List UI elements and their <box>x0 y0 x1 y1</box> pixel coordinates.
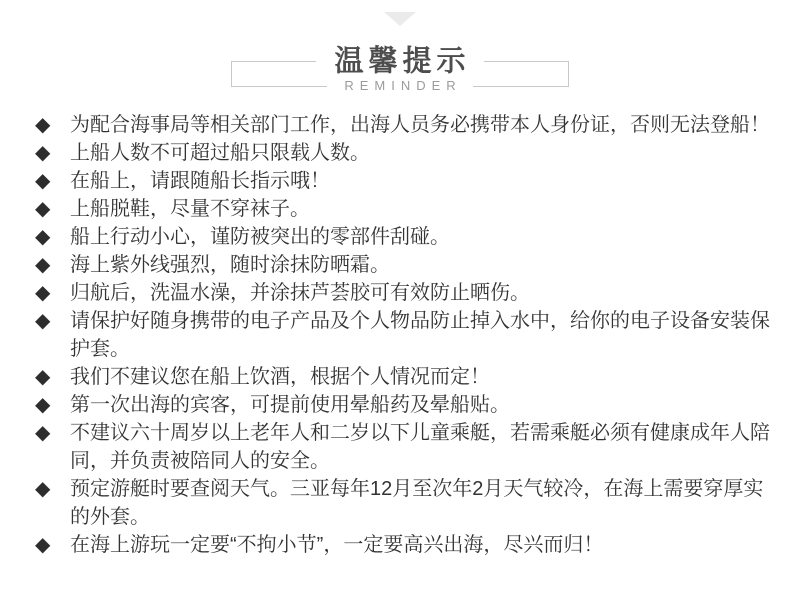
reminder-item <box>35 391 772 419</box>
reminder-item <box>35 531 772 559</box>
diamond-bullet-icon: ◆ <box>35 282 51 304</box>
reminder-text: 请保护好随身携带的电子产品及个人物品防止掉入水中，给你的电子设备安装保护套。 <box>70 310 770 360</box>
reminder-text: 在船上，请跟随船长指示哦！ <box>70 170 330 192</box>
reminder-text: 归航后，洗温水澡，并涂抹芦荟胶可有效防止晒伤。 <box>70 282 530 304</box>
reminder-item <box>35 167 772 195</box>
diamond-bullet-icon: ◆ <box>35 142 51 164</box>
reminder-item <box>35 279 772 307</box>
reminder-item <box>35 195 772 223</box>
reminder-notice-page <box>0 12 800 559</box>
chevron-down-triangle-icon <box>384 12 416 26</box>
reminder-item <box>35 307 772 363</box>
reminder-text: 海上紫外线强烈，随时涂抹防晒霜。 <box>70 254 390 276</box>
reminder-item <box>35 139 772 167</box>
diamond-bullet-icon: ◆ <box>35 114 51 136</box>
header <box>231 45 569 93</box>
diamond-bullet-icon: ◆ <box>35 394 51 416</box>
reminder-text: 上船脱鞋，尽量不穿袜子。 <box>70 198 310 220</box>
reminder-text: 不建议六十周岁以上老年人和二岁以下儿童乘艇，若需乘艇必须有健康成年人陪同，并负责被陪同人的安全。 <box>70 422 770 472</box>
title-row <box>232 45 568 78</box>
reminder-text: 预定游艇时要查阅天气。三亚每年12月至次年2月天气较冷，在海上需要穿厚实的外套。 <box>70 478 764 528</box>
page-subtitle: REMINDER <box>327 79 472 92</box>
reminder-item <box>35 363 772 391</box>
diamond-bullet-icon: ◆ <box>35 226 51 248</box>
reminder-text: 船上行动小心，谨防被突出的零部件刮碰。 <box>70 226 450 248</box>
diamond-bullet-icon: ◆ <box>35 170 51 192</box>
page-title: 温馨提示 <box>316 48 483 77</box>
reminder-text: 为配合海事局等相关部门工作，出海人员务必携带本人身份证，否则无法登船！ <box>70 114 770 136</box>
diamond-bullet-icon: ◆ <box>35 366 51 388</box>
reminder-item <box>35 223 772 251</box>
reminder-text: 我们不建议您在船上饮酒，根据个人情况而定！ <box>70 366 490 388</box>
diamond-bullet-icon: ◆ <box>35 534 51 556</box>
diamond-bullet-icon: ◆ <box>35 422 51 444</box>
reminder-item <box>35 419 772 475</box>
reminder-text: 上船人数不可超过船只限载人数。 <box>70 142 370 164</box>
reminder-list <box>0 111 800 559</box>
diamond-bullet-icon: ◆ <box>35 478 51 500</box>
reminder-text: 在海上游玩一定要“不拘小节”，一定要高兴出海，尽兴而归！ <box>70 534 604 556</box>
reminder-text: 第一次出海的宾客，可提前使用晕船药及晕船贴。 <box>70 394 510 416</box>
diamond-bullet-icon: ◆ <box>35 254 51 276</box>
reminder-item <box>35 251 772 279</box>
reminder-item <box>35 475 772 531</box>
reminder-item <box>35 111 772 139</box>
diamond-bullet-icon: ◆ <box>35 310 51 332</box>
diamond-bullet-icon: ◆ <box>35 198 51 220</box>
subtitle-row <box>232 78 568 94</box>
